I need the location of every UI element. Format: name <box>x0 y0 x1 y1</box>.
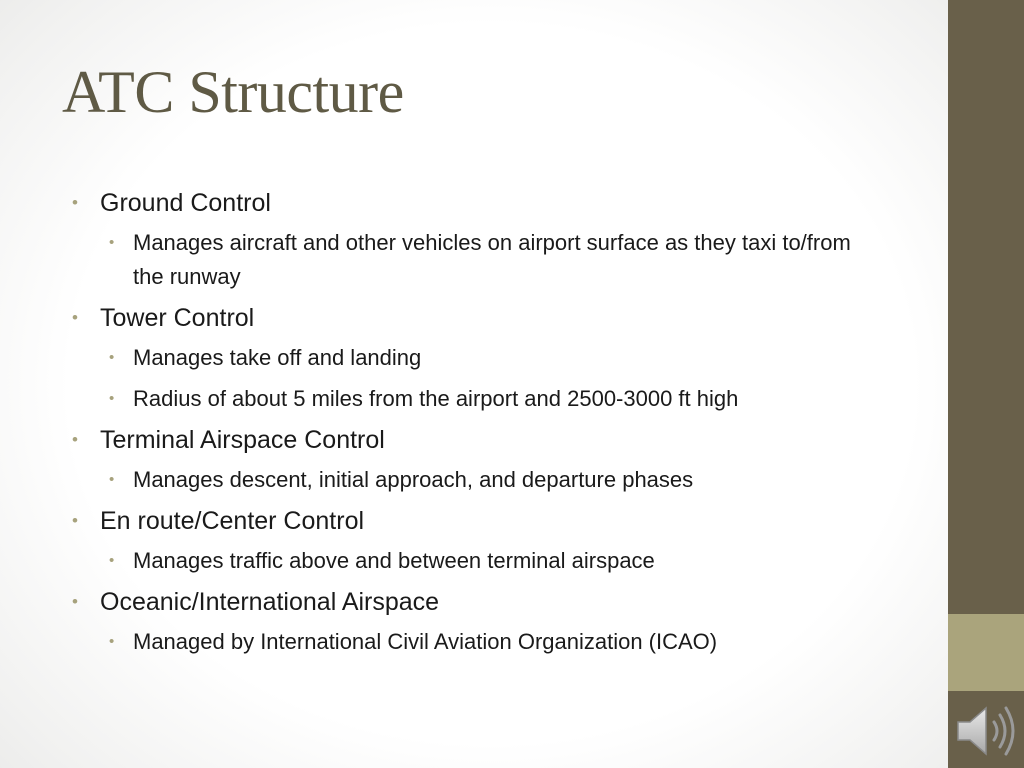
decorative-sidebar <box>948 0 1024 768</box>
bullet-marker: • <box>109 390 115 407</box>
bullet-marker: • <box>72 511 78 530</box>
bullet-text: Ground Control <box>100 189 271 217</box>
sub-bullet-item <box>105 625 872 659</box>
sub-bullet-text: Manages traffic above and between terminal airspace <box>133 548 655 573</box>
sub-bullet-item <box>105 341 872 375</box>
sub-bullet-text: Managed by International Civil Aviation Organization (ICAO) <box>133 629 718 654</box>
bullet-text: Terminal Airspace Control <box>100 426 385 454</box>
bullet-item <box>72 186 872 220</box>
sub-bullet-text: Manages aircraft and other vehicles on airport surface as they taxi to/from the runway <box>133 230 851 289</box>
bullet-text: En route/Center Control <box>100 507 365 535</box>
sub-bullet-text: Manages take off and landing <box>133 345 422 370</box>
bullet-marker: • <box>109 552 115 569</box>
bullet-list <box>72 186 872 666</box>
sub-bullet-text: Manages descent, initial approach, and departure phases <box>133 467 694 492</box>
bullet-marker: • <box>109 349 115 366</box>
speaker-icon-graphic <box>954 700 1020 762</box>
bullet-text: Oceanic/International Airspace <box>100 588 440 616</box>
bullet-item <box>72 301 872 335</box>
bullet-marker: • <box>72 592 78 611</box>
sidebar-light-band <box>948 614 1024 691</box>
bullet-item <box>72 423 872 457</box>
sub-bullet-item <box>105 463 872 497</box>
bullet-item <box>72 504 872 538</box>
sidebar-dark-band <box>948 0 1024 614</box>
sub-bullet-item <box>105 382 872 416</box>
slide-title: ATC Structure <box>62 59 404 125</box>
bullet-marker: • <box>109 234 115 251</box>
sub-bullet-item <box>105 544 872 578</box>
bullet-marker: • <box>109 471 115 488</box>
bullet-marker: • <box>72 308 78 327</box>
bullet-marker: • <box>72 430 78 449</box>
bullet-marker: • <box>109 633 115 650</box>
bullet-item <box>72 585 872 619</box>
bullet-marker: • <box>72 193 78 212</box>
sub-bullet-text: Radius of about 5 miles from the airport and 2500-3000 ft high <box>133 386 739 411</box>
sub-bullet-item <box>105 226 872 294</box>
speaker-icon[interactable] <box>954 700 1020 762</box>
bullet-text: Tower Control <box>100 304 255 332</box>
